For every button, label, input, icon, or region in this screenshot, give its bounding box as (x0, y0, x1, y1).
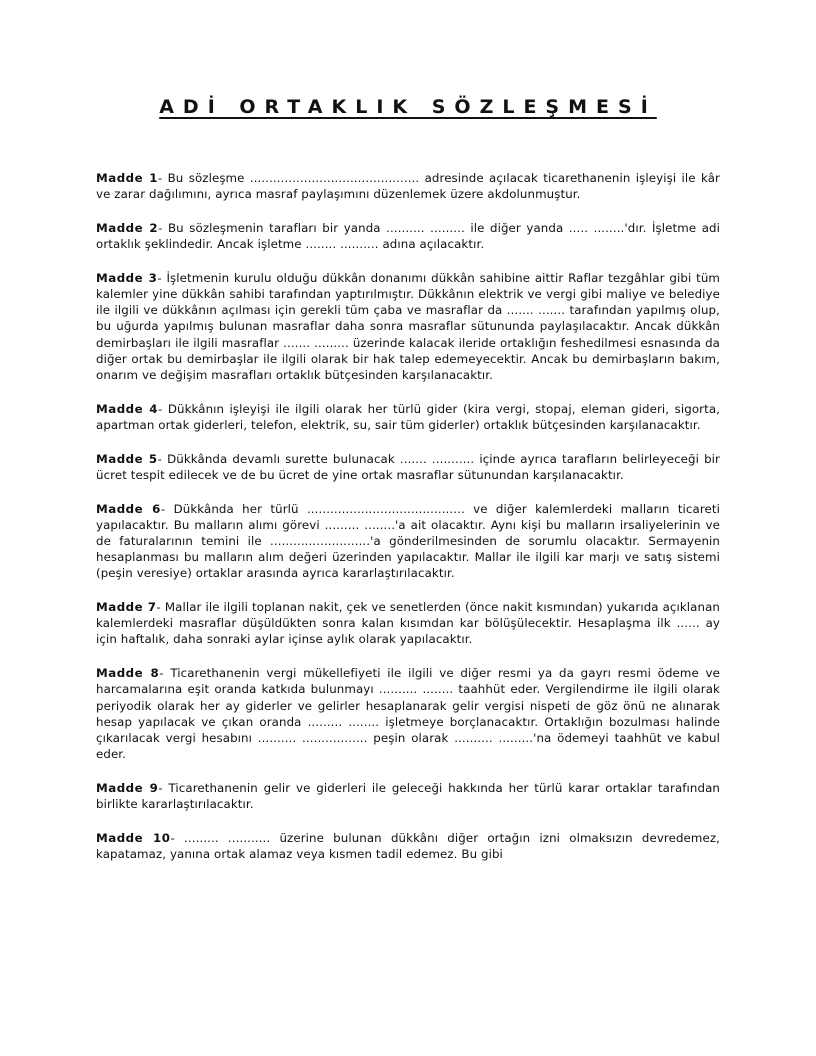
article-label: Madde 1 (96, 171, 158, 185)
article-text: - Dükkânın işleyişi ile ilgili olarak her türlü gider (kira vergi, stopaj, eleman gideri, sigorta, apartman ortak giderleri, telefon, elektrik, su, sair tüm giderler) ortaklık bütçesinden karşılanacaktır. (96, 401, 720, 432)
article-2 (96, 220, 720, 252)
article-text: - Dükkânda devamlı surette bulunacak ....... ........... içinde ayrıca tarafların belirleyeceği bir ücret tespit edilecek ve de bu ücret de yine ortak masraflar sütunundan karşılanacaktır. (96, 451, 720, 482)
article-8 (96, 665, 720, 762)
article-label: Madde 2 (96, 220, 159, 235)
article-9 (96, 780, 720, 812)
article-text: - Ticarethanenin gelir ve giderleri ile geleceği hakkında her türlü karar ortaklar tarafından birlikte kararlaştırılacaktır. (96, 780, 720, 812)
article-6 (96, 501, 720, 582)
article-3 (96, 270, 720, 383)
article-label: Madde 7 (96, 600, 157, 615)
article-text: - Bu sözleşme ............................................ adresinde açılacak ticarethanenin işleyişi ile kâr ve zarar dağılımını, ayrıca masraf paylaşımını düzenlemek üzere akdolunmuştur. (96, 171, 721, 202)
document-title: ADİ ORTAKLIK SÖZLEŞMESİ (159, 96, 657, 118)
article-1 (96, 170, 720, 202)
article-label: Madde 6 (96, 501, 161, 516)
article-label: Madde 5 (96, 451, 158, 466)
article-label: Madde 10 (96, 830, 171, 845)
article-10 (96, 830, 720, 862)
article-label: Madde 3 (96, 270, 158, 285)
article-label: Madde 4 (96, 401, 159, 416)
article-text: - Ticarethanenin vergi mükellefiyeti ile ilgili ve diğer resmi ya da gayrı resmi ödeme ve harcamalarına eşit oranda katkıda bulunmayı .......... ........ taahhüt eder. Vergilendirme ile ilgili olarak periyodik olarak her ay giderler ve gelirler hesaplanarak gelir vergisi nispeti de göz önü ne alınarak hesap yapılacak ve çıkan oranda ......... ........ işletmeye borçlanacaktır. Ortaklığın bozulması halinde çıkarılacak vergi hesabını .......... ................. peşin olarak .......... .........'na ödemeyi taahhüt ve kabul eder. (96, 666, 720, 762)
article-5 (96, 451, 720, 483)
document-body (96, 170, 720, 880)
article-text: - İşletmenin kurulu olduğu dükkân donanımı dükkân sahibine aittir Raflar tezgâhlar gibi tüm kalemler yine dükkân sahibi tarafından yaptırılmıştır. Dükkânın elektrik ve vergi gibi maliye ve belediye ile ilgili ve dükkânın açılması için gerekli tüm çaba ve masraflar da ....... ....... tarafından yapılmış olup, bu uğurda yapılmış bulunan masraflar daha sonra masraflar sütununda paylaşılacaktır. Ancak dükkân demirbaşları ile ilgili masraflar ....... ......... üzerinde kalacak ileride ortaklığın feshedilmesi esnasında da diğer ortak bu demirbaşlar ile ilgili olarak bir hak talep edemeyecektir. Ancak bu demirbaşların bakım, onarım ve değişim masrafları ortaklık bütçesinden karşılanacaktır. (96, 270, 720, 383)
article-text: - Bu sözleşmenin tarafları bir yanda .......... ......... ile diğer yanda ..... ........'dır. İşletme adi ortaklık şeklindedir. Ancak işletme ........ .......... adına açılacaktır. (96, 220, 721, 252)
article-4 (96, 401, 720, 433)
article-7 (96, 599, 720, 648)
article-text: - Mallar ile ilgili toplanan nakit, çek ve senetlerden (önce nakit kısmından) yukarıda açıklanan kalemlerdeki masraflar düşüldükten sonra kalan kısımdan kar bölüşülecektir. Hesaplaşma ilk ...... ay için haftalık, daha sonraki aylar içinse aylık olarak yapılacaktır. (96, 600, 720, 647)
article-text: - ......... ........... üzerine bulunan dükkânı diğer ortağın izni olmaksızın devredemez, kapatamaz, yanına ortak alamaz veya kısmen tadil edemez. Bu gibi (96, 830, 720, 861)
article-text: - Dükkânda her türlü ......................................... ve diğer kalemlerdeki malların ticareti yapılacaktır. Bu malların alımı görevi ......... ........'a ait olacaktır. Aynı kişi bu malların irsaliyelerinin ve de faturalarının temini ile ..........................'a gönderilmesinden de sorumlu olacaktır. Sermayenin hesaplanması bu malların alım değeri üzerinden yapılacaktır. Mallar ile ilgili kar marjı ve satış sistemi (peşin veresiye) ortaklar arasında ayrıca kararlaştırılacaktır. (96, 501, 720, 581)
article-label: Madde 9 (96, 780, 159, 795)
article-label: Madde 8 (96, 666, 160, 681)
